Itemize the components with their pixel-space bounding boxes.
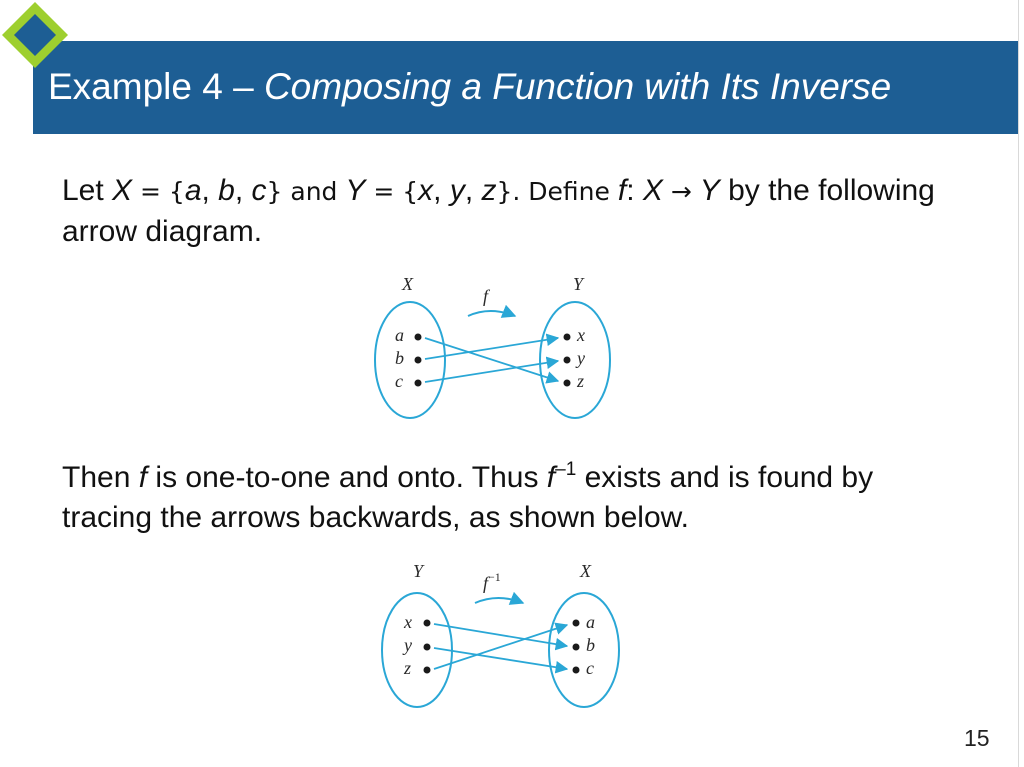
- element-label: a: [395, 325, 404, 345]
- text-segment: = {: [365, 177, 419, 206]
- set-label-right: X: [580, 561, 591, 581]
- set-ellipse-left: [375, 302, 445, 418]
- text-segment: }. Define: [496, 177, 618, 206]
- text-segment: Then: [62, 461, 139, 494]
- math-var: f: [546, 461, 556, 494]
- text-segment: Let: [62, 174, 113, 207]
- diamond-logo-icon: [0, 0, 70, 70]
- set-label-left: X: [402, 274, 413, 294]
- text-segment: by the following arrow diagram.: [62, 174, 935, 248]
- function-arrow: [468, 311, 515, 316]
- math-var: y: [449, 174, 465, 207]
- element-label: b: [395, 348, 404, 368]
- element-dot: [564, 380, 571, 387]
- function-label: $f^{-1}$: [483, 570, 501, 593]
- arrow-diagram-f-inverse: [370, 555, 635, 715]
- function-label: f: [483, 286, 489, 306]
- text-segment: ,: [201, 174, 219, 207]
- element-label: x: [404, 612, 412, 632]
- mapping-arrow: [434, 648, 567, 669]
- element-label: z: [577, 371, 585, 391]
- element-label: a: [586, 612, 595, 632]
- math-var: Y: [345, 174, 366, 207]
- element-dot: [564, 334, 571, 341]
- math-var: z: [481, 174, 497, 207]
- math-var: c: [251, 174, 267, 207]
- mapping-arrow: [434, 624, 567, 646]
- math-var: f: [617, 174, 627, 207]
- superscript: –1: [555, 459, 577, 480]
- element-label: b: [586, 635, 595, 655]
- arrow-diagram-f: [365, 268, 625, 428]
- element-dot: [573, 644, 580, 651]
- text-segment: ,: [234, 174, 252, 207]
- math-var: f: [138, 461, 148, 494]
- text-segment: exists and is found by tracing the arrows backwards, as shown below.: [62, 461, 874, 534]
- slide-right-border: [1018, 0, 1019, 767]
- title-plain: Example 4 –: [48, 66, 264, 107]
- set-label-right: Y: [573, 274, 584, 294]
- set-ellipse-right: [540, 302, 610, 418]
- text-segment: ,: [433, 174, 450, 207]
- element-dot: [573, 667, 580, 674]
- element-label: y: [577, 348, 585, 368]
- element-dot: [564, 357, 571, 364]
- set-label-left: Y: [413, 561, 424, 581]
- text-segment: = {: [132, 177, 185, 206]
- math-var: X: [642, 174, 663, 207]
- text-segment: ,: [464, 174, 482, 207]
- element-dot: [573, 620, 580, 627]
- mapping-arrow: [434, 625, 567, 669]
- slide-title: [48, 64, 891, 110]
- element-dot: [415, 334, 422, 341]
- function-arrow: [475, 598, 523, 603]
- element-dot: [424, 620, 431, 627]
- text-segment: :: [626, 174, 643, 207]
- text-segment: is one-to-one and onto. Thus: [147, 461, 547, 494]
- element-label: z: [404, 658, 412, 678]
- paragraph-definition: [62, 171, 962, 252]
- title-italic: Composing a Function with Its Inverse: [263, 66, 892, 107]
- element-label: x: [577, 325, 585, 345]
- element-dot: [415, 357, 422, 364]
- paragraph-inverse: [62, 458, 962, 538]
- math-var: x: [418, 174, 434, 207]
- element-dot: [424, 667, 431, 674]
- math-var: a: [184, 174, 202, 207]
- element-label: c: [395, 371, 403, 391]
- element-label: c: [586, 658, 594, 678]
- element-dot: [415, 380, 422, 387]
- text-segment: } and: [266, 177, 346, 206]
- math-var: b: [218, 174, 235, 207]
- math-var: Y: [699, 174, 720, 207]
- math-var: X: [112, 174, 133, 207]
- element-label: y: [404, 635, 412, 655]
- page-number: 15: [964, 725, 990, 751]
- arrow-symbol: →: [662, 177, 700, 206]
- set-ellipse-right: [549, 593, 619, 707]
- element-dot: [424, 644, 431, 651]
